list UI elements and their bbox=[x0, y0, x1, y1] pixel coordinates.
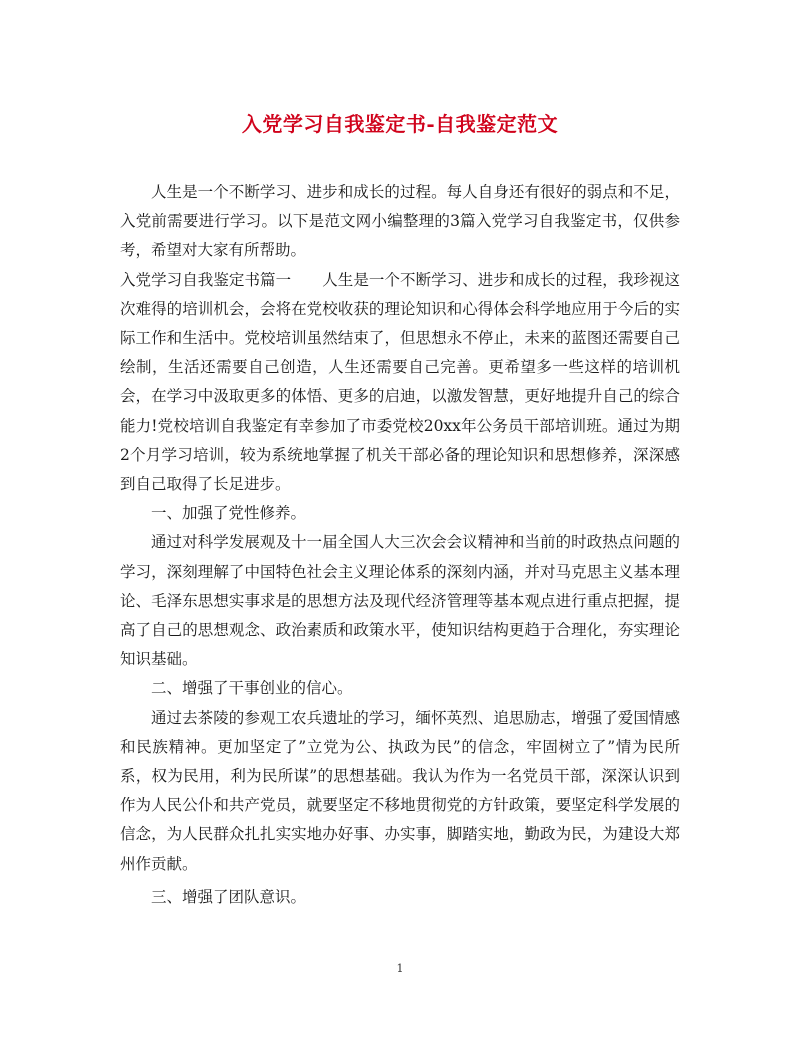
section-heading-3: 三、增强了团队意识。 bbox=[151, 887, 307, 906]
paragraph-article-one: 入党学习自我鉴定书篇一 人生是一个不断学习、进步和成长的过程，我珍视这次难得的培训机会，会将在党校收获的理论知识和心得体会科学地应用于今后的实际工作和生活中。党校培训虽然结束了，但思想永不停止，未来的蓝图还需要自己绘制，生活还需要自己创造，人生还需要自己完善。更希望多一些这样的培训机会，在学习中汲取更多的体悟、更多的启迪，以激发智慧，更好地提升自己的综合能力!党校培训自我鉴定有幸参加了市委党校20xx年公务员干部培训班。通过为期2个月学习培训，较为系统地掌握了机关干部必备的理论知识和思想修养，深深感到自己取得了长足进步。 bbox=[120, 270, 680, 494]
document-body bbox=[120, 178, 680, 912]
section-heading-2: 二、增强了干事创业的信心。 bbox=[151, 679, 353, 698]
document-title: 入党学习自我鉴定书-自我鉴定范文 bbox=[241, 112, 559, 136]
paragraph-section-1: 通过对科学发展观及十一届全国人大三次会会议精神和当前的时政热点问题的学习，深刻理解了中国特色社会主义理论体系的深刻内涵，并对马克思主义基本理论、毛泽东思想实事求是的思想方法及现代经济管理等基本观点进行重点把握，提高了自己的思想观念、政治素质和政策水平，使知识结构更趋于合理化，夯实理论知识基础。 bbox=[120, 533, 680, 669]
page-number: 1 bbox=[396, 962, 404, 975]
section-heading-1: 一、加强了党性修养。 bbox=[151, 504, 307, 523]
paragraph-intro: 人生是一个不断学习、进步和成长的过程。每人自身还有很好的弱点和不足，入党前需要进行学习。以下是范文网小编整理的3篇入党学习自我鉴定书，仅供参考，希望对大家有所帮助。 bbox=[120, 183, 680, 260]
paragraph-section-2: 通过去茶陵的参观工农兵遗址的学习，缅怀英烈、追思励志，增强了爱国情感和民族精神。更加坚定了”立党为公、执政为民”的信念，牢固树立了”情为民所系，权为民用，利为民所谋”的思想基础。我认为作为一名党员干部，深深认识到作为人民公仆和共产党员，就要坚定不移地贯彻党的方针政策，要坚定科学发展的信念，为人民群众扎扎实实地办好事、办实事，脚踏实地，勤政为民，为建设大郑州作贡献。 bbox=[120, 708, 680, 873]
